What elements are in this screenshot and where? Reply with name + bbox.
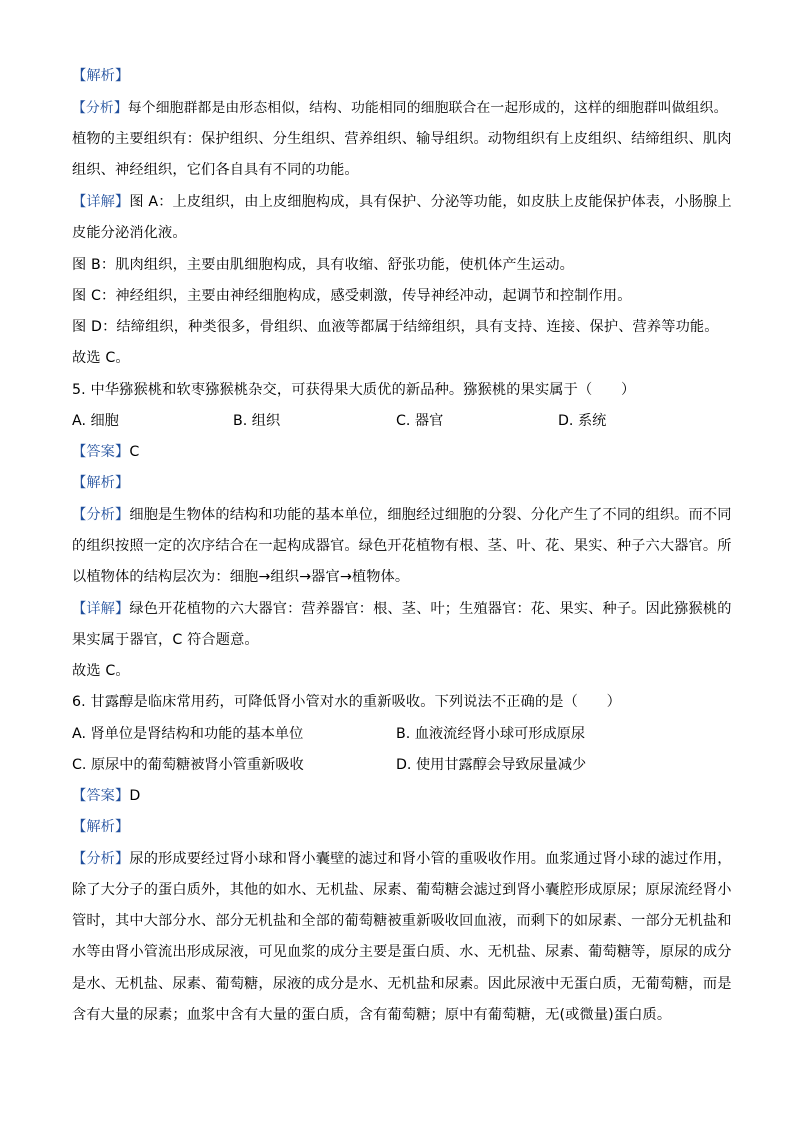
fenxi-tag: 【分析】 [72, 507, 130, 523]
text-line: 植物的主要组织有：保护组织、分生组织、营养组织、输导组织。动物组织有上皮组织、结缔组织、肌肉 [72, 131, 732, 147]
fenxi-tag: 【分析】 [72, 851, 130, 867]
text-line: 皮能分泌消化液。 [72, 225, 187, 241]
q6-option-d: D. 使用甘露醇会导致尿量减少 [396, 757, 587, 773]
figure-b-text: 图 B：肌肉组织，主要由肌细胞构成，具有收缩、舒张功能，使机体产生运动。 [72, 257, 575, 273]
q5-option-a: A. 细胞 [72, 413, 119, 429]
xiangjie-tag: 【详解】 [72, 601, 130, 617]
figure-d-text: 图 D：结缔组织，种类很多，骨组织、血液等都属于结缔组织，具有支持、连接、保护、营养等功能。 [72, 319, 719, 335]
q5-answer: C [129, 444, 140, 460]
q6-answer-line [72, 786, 140, 806]
answer-tag: 【答案】 [72, 788, 130, 804]
xiangjie-line [72, 192, 732, 212]
q6-analysis-heading [72, 817, 129, 837]
text-line: 是水、无机盐、尿素、葡萄糖，尿液的成分是水、无机盐和尿素。因此尿液中无蛋白质，无葡萄糖，而是 [72, 976, 732, 992]
fenxi-text: 尿的形成要经过肾小球和肾小囊壁的滤过和肾小管的重吸收作用。血浆通过肾小球的滤过作用， [129, 851, 732, 867]
q5-option-d: D. 系统 [558, 413, 607, 429]
q6-option-c: C. 原尿中的葡萄糖被肾小管重新吸收 [72, 757, 304, 773]
q5-answer-line [72, 442, 139, 462]
q5-fenxi-line [72, 505, 732, 525]
q5-xiangjie-line [72, 599, 732, 619]
analysis-tag: 【解析】 [72, 819, 130, 835]
q6-option-a: A. 肾单位是肾结构和功能的基本单位 [72, 726, 304, 742]
fenxi-line [72, 98, 728, 118]
question-5-stem: 5. 中华猕猴桃和软枣猕猴桃杂交，可获得果大质优的新品种。猕猴桃的果实属于（ ） [72, 382, 636, 398]
q6-answer: D [129, 788, 141, 804]
choose-text: 故选 C。 [72, 663, 130, 679]
question-6-stem: 6. 甘露醇是临床常用药，可降低肾小管对水的重新吸收。下列说法不正确的是（ ） [72, 694, 621, 710]
q6-option-b: B. 血液流经肾小球可形成原尿 [396, 726, 586, 742]
text-line: 的组织按照一定的次序结合在一起构成器官。绿色开花植物有根、茎、叶、花、果实、种子六大器官。所 [72, 538, 732, 554]
text-line: 组织、神经组织，它们各自具有不同的功能。 [72, 162, 359, 178]
fenxi-tag: 【分析】 [72, 100, 128, 116]
q5-analysis-heading [72, 473, 129, 493]
analysis-heading [72, 66, 129, 86]
answer-tag: 【答案】 [72, 444, 130, 460]
q5-option-b: B. 组织 [233, 413, 281, 429]
text-line: 果实属于器官，C 符合题意。 [72, 632, 259, 648]
text-line: 以植物体的结构层次为：细胞→组织→器官→植物体。 [72, 569, 410, 585]
text-line: 管时，其中大部分水、部分无机盐和全部的葡萄糖被重新吸收回血液，而剩下的如尿素、一部分无机盐和 [72, 913, 732, 929]
analysis-tag: 【解析】 [72, 68, 130, 84]
q6-fenxi-line [72, 849, 732, 869]
text-line: 除了大分子的蛋白质外，其他的如水、无机盐、尿素、葡萄糖会滤过到肾小囊腔形成原尿；原尿流经肾小 [72, 882, 732, 898]
xiangjie-text: 图 A：上皮组织，由上皮细胞构成，具有保护、分泌等功能，如皮肤上皮能保护体表，小肠腺上 [129, 194, 732, 210]
q5-option-c: C. 器官 [396, 413, 444, 429]
xiangjie-tag: 【详解】 [72, 194, 130, 210]
figure-c-text: 图 C：神经组织，主要由神经细胞构成，感受刺激，传导神经冲动，起调节和控制作用。 [72, 288, 632, 304]
text-line: 含有大量的尿素；血浆中含有大量的蛋白质，含有葡萄糖；原中有葡萄糖，无(或微量)蛋白质。 [72, 1007, 672, 1023]
analysis-tag: 【解析】 [72, 475, 130, 491]
fenxi-text: 细胞是生物体的结构和功能的基本单位，细胞经过细胞的分裂、分化产生了不同的组织。而不同 [129, 507, 732, 523]
xiangjie-text: 绿色开花植物的六大器官：营养器官：根、茎、叶；生殖器官：花、果实、种子。因此猕猴桃的 [129, 601, 732, 617]
text-line: 水等由肾小管流出形成尿液，可见血浆的成分主要是蛋白质、水、无机盐、尿素、葡萄糖等，原尿的成分 [72, 944, 732, 960]
fenxi-text: 每个细胞群都是由形态相似，结构、功能相同的细胞联合在一起形成的，这样的细胞群叫做组织。 [127, 100, 728, 116]
choose-text: 故选 C。 [72, 350, 130, 366]
